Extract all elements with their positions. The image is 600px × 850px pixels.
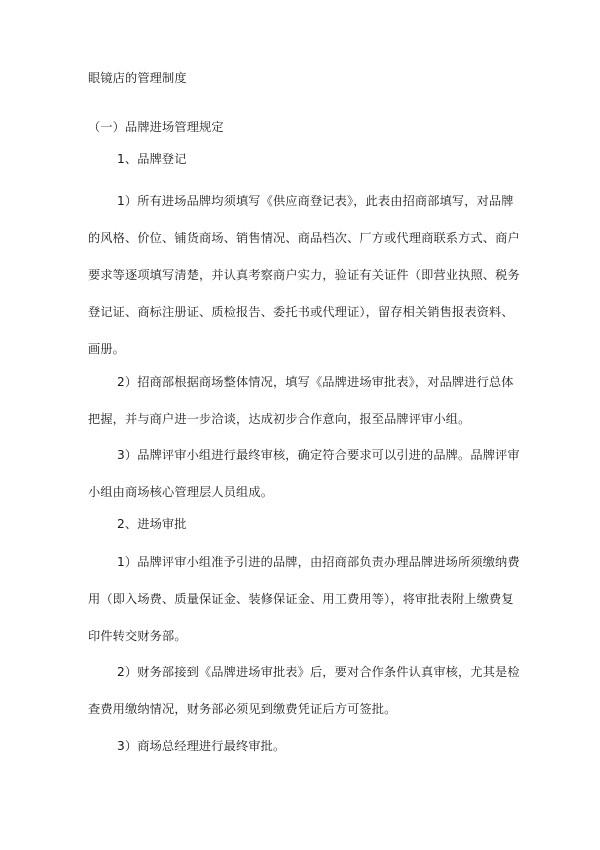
paragraph-line: 要求等逐项填写清楚，并认真考察商户实力，验证有关证件（即营业执照、税务 [88,268,520,282]
paragraph-registration-3 [88,437,520,511]
section-heading: （一）品牌进场管理规定 [88,120,224,134]
subsection-heading-entry-approval: 2、进场审批 [117,517,187,531]
subsection-heading-brand-registration: 1、品牌登记 [117,152,187,166]
document-title: 眼镜店的管理制度 [88,71,187,85]
paragraph-approval-2 [88,654,520,728]
paragraph-line: 印件转交财务部。 [88,629,187,643]
paragraph-line: 登记证、商标注册证、质检报告、委托书或代理证），留存相关销售报表资料、 [88,305,514,319]
paragraph-line: 的风格、价位、铺货商场、销售情况、商品档次、厂方或代理商联系方式、商户 [88,231,520,245]
paragraph-line: 用（即入场费、质量保证金、装修保证金、用工费用等），将审批表附上缴费复 [88,592,514,606]
paragraph-registration-2 [88,364,514,438]
paragraph-line: 1）品牌评审小组准予引进的品牌，由招商部负责办理品牌进场所须缴纳费 [117,555,520,569]
paragraph-line: 2）招商部根据商场整体情况，填写《品牌进场审批表》，对品牌进行总体 [117,375,514,389]
paragraph-registration-1 [88,183,520,368]
paragraph-approval-3: 3）商场总经理进行最终审批。 [117,739,286,753]
paragraph-line: 2）财务部接到《品牌进场审批表》后，要对合作条件认真审核，尤其是检 [117,665,520,679]
paragraph-line: 小组由商场核心管理层人员组成。 [88,485,274,499]
paragraph-line: 画册。 [88,342,126,356]
paragraph-approval-1 [88,544,520,655]
paragraph-line: 3）品牌评审小组进行最终审核，确定符合要求可以引进的品牌。品牌评审 [117,448,520,462]
paragraph-line: 查费用缴纳情况，财务部必须见到缴费凭证后方可签批。 [88,702,397,716]
paragraph-line: 把握，并与商户进一步洽谈，达成初步合作意向，报至品牌评审小组。 [88,412,471,426]
paragraph-line: 1）所有进场品牌均须填写《供应商登记表》，此表由招商部填写，对品牌 [117,194,514,208]
